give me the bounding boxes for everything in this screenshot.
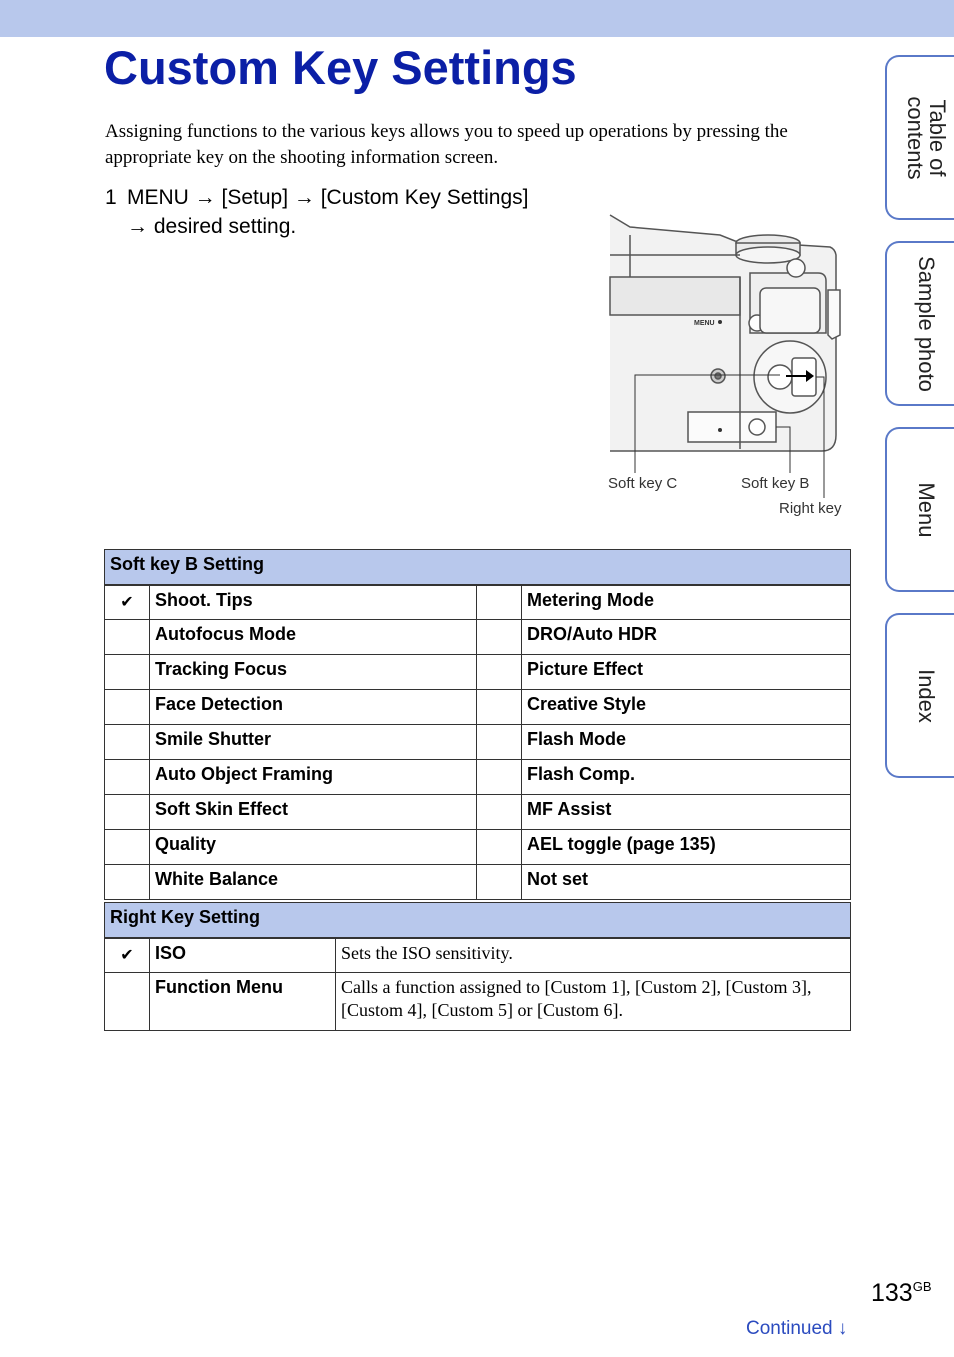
table-row <box>105 865 851 900</box>
table-row <box>105 655 851 690</box>
tab-table-of-contents[interactable] <box>885 55 954 220</box>
table-row <box>105 690 851 725</box>
step-number: 1 <box>105 186 117 209</box>
option-cell: Tracking Focus <box>150 655 477 690</box>
table-row <box>105 795 851 830</box>
step-line-1: MENU → [Setup] → [Custom Key Settings] <box>127 186 529 209</box>
soft-key-c-label: Soft key C <box>608 475 678 492</box>
table-row <box>105 620 851 655</box>
default-check-icon: ✔ <box>105 938 150 973</box>
option-name: Function Menu <box>150 973 336 1031</box>
soft-key-b-header: Soft key B Setting <box>105 550 851 585</box>
table-row <box>105 760 851 795</box>
step-line-2: → desired setting. <box>127 215 297 238</box>
table-row <box>105 725 851 760</box>
option-cell: AEL toggle (page 135) <box>522 830 851 865</box>
tab-sample-photo[interactable] <box>885 241 954 406</box>
option-cell: Soft Skin Effect <box>150 795 477 830</box>
tab-table-of-contents-label: Table of contents <box>903 95 950 180</box>
right-key-header: Right Key Setting <box>105 903 851 938</box>
option-cell: Smile Shutter <box>150 725 477 760</box>
option-name: ISO <box>150 938 336 973</box>
option-description: Calls a function assigned to [Custom 1], [Custom 2], [Custom 3], [Custom 4], [Custom 5] or [Custom 6]. <box>336 973 851 1031</box>
option-cell: Creative Style <box>522 690 851 725</box>
option-cell: Face Detection <box>150 690 477 725</box>
right-key-table <box>104 902 851 1031</box>
page-number-value: 133 <box>871 1279 913 1307</box>
table-row <box>105 585 851 620</box>
continued-link[interactable] <box>746 1318 847 1340</box>
menu-button-label: MENU <box>694 320 715 327</box>
top-band <box>0 0 954 37</box>
table-header-row <box>105 903 851 938</box>
option-cell: White Balance <box>150 865 477 900</box>
page-suffix: GB <box>912 1279 932 1294</box>
intro-paragraph: Assigning functions to the various keys allows you to speed up operations by pressing the appropriate key on the shooting information screen. <box>105 121 788 168</box>
table-row <box>105 973 851 1031</box>
option-cell: Autofocus Mode <box>150 620 477 655</box>
option-cell: Picture Effect <box>522 655 851 690</box>
option-cell: Not set <box>522 865 851 900</box>
soft-key-b-table <box>104 549 851 900</box>
option-cell: Auto Object Framing <box>150 760 477 795</box>
table-row <box>105 830 851 865</box>
camera-back-diagram <box>600 205 860 530</box>
soft-key-b-label: Soft key B <box>741 475 810 492</box>
page-title: Custom Key Settings <box>104 41 577 94</box>
step-1 <box>105 183 575 241</box>
tab-menu-label: Menu <box>914 481 939 538</box>
continued-label: Continued <box>746 1318 833 1339</box>
option-cell: DRO/Auto HDR <box>522 620 851 655</box>
option-cell: Shoot. Tips <box>150 585 477 620</box>
tab-sample-photo-label: Sample photo <box>914 255 939 392</box>
tab-index[interactable] <box>885 613 954 778</box>
tab-menu[interactable] <box>885 427 954 592</box>
option-description: Sets the ISO sensitivity. <box>336 938 851 973</box>
tab-index-label: Index <box>914 668 939 723</box>
option-cell: Metering Mode <box>522 585 851 620</box>
page-number <box>871 1279 932 1308</box>
table-row <box>105 938 851 973</box>
option-cell: Quality <box>150 830 477 865</box>
right-key-label: Right key <box>779 500 842 517</box>
default-check-icon: ✔ <box>105 585 150 620</box>
option-cell: MF Assist <box>522 795 851 830</box>
option-cell: Flash Comp. <box>522 760 851 795</box>
table-header-row <box>105 550 851 585</box>
option-cell: Flash Mode <box>522 725 851 760</box>
down-arrow-icon: ↓ <box>837 1318 848 1339</box>
